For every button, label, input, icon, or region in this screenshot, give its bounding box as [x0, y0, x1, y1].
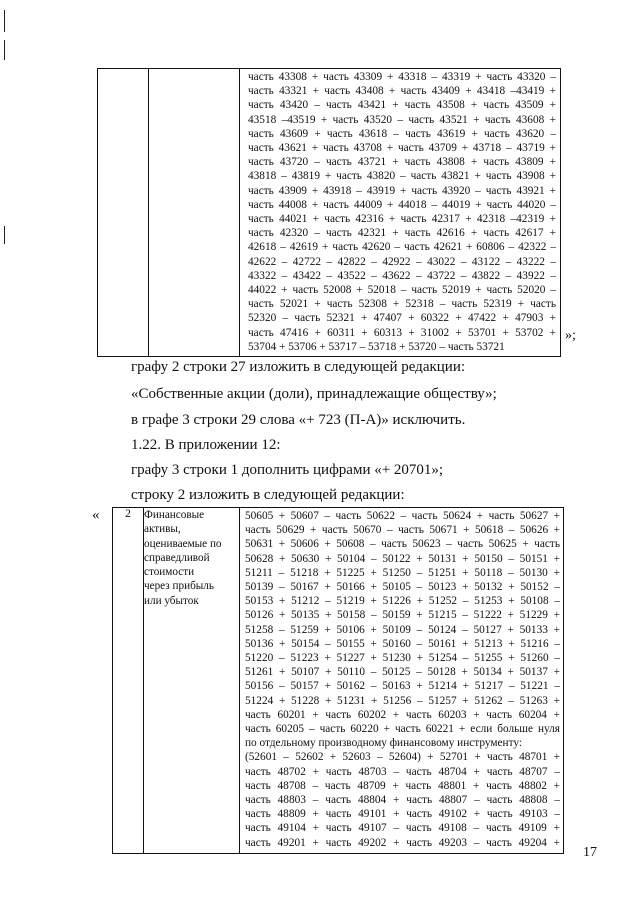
description-line: или убыток [144, 594, 199, 607]
paragraph: графу 3 строки 1 дополнить цифрами «+ 20701»; [131, 462, 444, 478]
description-line: справедливой [144, 551, 210, 564]
description-line: через прибыль [144, 580, 214, 593]
formula-line: часть 43720 – часть 43721 + часть 43808 + часть 43809 + [248, 156, 556, 169]
page-number: 17 [583, 845, 597, 860]
description-line: Финансовые [144, 509, 205, 521]
paragraph: строку 2 изложить в следующей редакции: [131, 487, 405, 503]
formula-line: часть 43909 + 43918 – 43919 + часть 43920 – часть 43921 + [248, 184, 556, 197]
formula-line: 50156 – 50157 + 50162 – 50163 + 51214 + 51217 – 51221 – [245, 680, 560, 693]
formula-line: часть 43420 – часть 43421 + часть 43508 + часть 43509 + [248, 99, 556, 112]
formula-line: часть 43609 + часть 43618 – часть 43619 + часть 43620 – [248, 127, 556, 140]
formula-line: часть 48702 + часть 48703 – часть 48704 + часть 48707 – [245, 765, 560, 778]
formula-line: 51261 + 50107 + 50110 – 50125 – 50128 + 50134 + 50137 + [245, 666, 560, 679]
formula-table-continued [97, 68, 561, 357]
closing-quote: »; [565, 328, 576, 343]
formula-line: часть 47416 + 60311 + 60313 + 31002 + 53701 + 53702 + [248, 326, 556, 339]
formula-line: по отдельному производному финансовому инструменту: [245, 737, 522, 750]
formula-line: часть 48708 – часть 48709 + часть 48801 + часть 48802 + [245, 779, 560, 792]
formula-line: часть 48803 – часть 48804 + часть 48807 – часть 48808 – [245, 794, 560, 807]
formula-table [112, 507, 564, 854]
formula-line: 51258 – 51259 + 50106 + 50109 – 50124 – 50127 + 50133 + [245, 623, 560, 636]
opening-quote: « [92, 507, 100, 523]
formula-line: часть 42320 – часть 42321 + часть 42616 + часть 42617 + [248, 227, 556, 240]
paragraph: в графе 3 строки 29 слова «+ 723 (П-А)» исключить. [131, 412, 466, 428]
formula-line: часть 49104 + часть 49107 – часть 49108 – часть 49109 + [245, 822, 560, 835]
formula-line: часть 49201 + часть 49202 + часть 49203 – часть 49204 + [245, 836, 560, 849]
row-description [144, 508, 240, 854]
paragraph: «Собственные акции (доли), принадлежащие обществу»; [131, 386, 497, 402]
formula-line: 50136 + 50154 – 50155 + 50160 – 50161 + 51213 + 51216 – [245, 637, 560, 650]
table-cell-formula [240, 508, 564, 854]
formula-line: часть 44021 + часть 42316 + часть 42317 + 42318 –42319 + [248, 213, 556, 226]
formula-line: часть 48809 + часть 49101 + часть 49102 + часть 49103 – [245, 808, 560, 821]
formula-line: 53704 + 53706 + 53717 – 53718 + 53720 – часть 53721 [248, 340, 505, 353]
formula-line: часть 43321 + часть 43408 + часть 43409 + 43418 –43419 + [248, 85, 556, 98]
description-line: стоимости [144, 566, 195, 579]
formula-line: часть 52021 + часть 52308 + 52318 – часть 52319 + часть [248, 298, 556, 311]
table-row [113, 508, 564, 854]
table-cell-number [98, 69, 149, 357]
table-cell-formula [240, 69, 561, 357]
formula-line: 51211 – 51218 + 51225 + 51250 – 51251 + 50118 – 50130 + [245, 566, 560, 579]
margin-mark [4, 10, 5, 32]
table-cell-description [149, 69, 240, 357]
formula-line: часть 60205 – часть 60220 + часть 60221 + если больше нуля [245, 723, 560, 736]
formula-line: часть 60201 + часть 60202 + часть 60203 + часть 60204 + [245, 708, 560, 721]
formula-line: 42622 – 42722 – 42822 – 42922 – 43022 – 43122 – 43222 – [248, 255, 556, 268]
description-line: оцениваемые по [144, 537, 222, 550]
formula-line: 52320 – часть 52321 + 47407 + 60322 + 47422 + 47903 + [248, 312, 556, 325]
formula-line: (52601 – 52602 + 52603 – 52604) + 52701 + часть 48701 + [245, 751, 560, 764]
formula-line: 43322 – 43422 – 43522 – 43622 – 43722 – 43822 – 43922 – [248, 269, 556, 282]
formula-line: 50628 + 50630 + 50104 – 50122 + 50131 + 50150 – 50151 + [245, 552, 560, 565]
table-row [98, 69, 561, 357]
row-number: 2 [113, 508, 144, 854]
formula-line: 50605 + 50607 – часть 50622 – часть 50624 + часть 50627 + [245, 510, 560, 522]
formula-line: 50153 + 51212 – 51219 + 51226 + 51252 – 51253 + 50108 – [245, 595, 560, 608]
formula-line: часть 44008 + часть 44009 + 44018 – 44019 + часть 44020 – [248, 198, 556, 211]
margin-mark [4, 40, 5, 60]
margin-mark [4, 226, 5, 244]
formula-line: 44022 + часть 52008 + 52018 – часть 52019 + часть 52020 – [248, 284, 556, 297]
formula-line: часть 43308 + часть 43309 + 43318 – 43319 + часть 43320 – [248, 71, 556, 83]
formula-line: 43818 – 43819 + часть 43820 – часть 43821 + часть 43908 + [248, 170, 556, 183]
formula-line: 50631 + 50606 + 50608 – часть 50623 – часть 50625 + часть [245, 538, 560, 551]
formula-line: часть 43621 + часть 43708 + часть 43709 + 43718 – 43719 + [248, 142, 556, 155]
formula-line: 43518 –43519 + часть 43520 – часть 43521 + часть 43608 + [248, 113, 556, 126]
formula-line: 51224 + 51228 + 51231 + 51256 – 51257 + 51262 – 51263 + [245, 694, 560, 707]
formula-line: 51220 – 51223 + 51227 + 51230 + 51254 – 51255 + 51260 – [245, 652, 560, 665]
formula-line: 50139 – 50167 + 50166 + 50105 – 50123 + 50132 + 50152 – [245, 581, 560, 594]
formula-line: часть 50629 + часть 50670 – часть 50671 + 50618 – 50626 + [245, 524, 560, 537]
formula-line: 42618 – 42619 + часть 42620 – часть 42621 + 60806 – 42322 – [248, 241, 556, 254]
paragraph: графу 2 строки 27 изложить в следующей редакции: [131, 359, 466, 375]
formula-line: 50126 + 50135 + 50158 – 50159 + 51215 – 51222 + 51229 + [245, 609, 560, 622]
section-heading: 1.22. В приложении 12: [131, 437, 281, 453]
description-line: активы, [144, 523, 181, 536]
